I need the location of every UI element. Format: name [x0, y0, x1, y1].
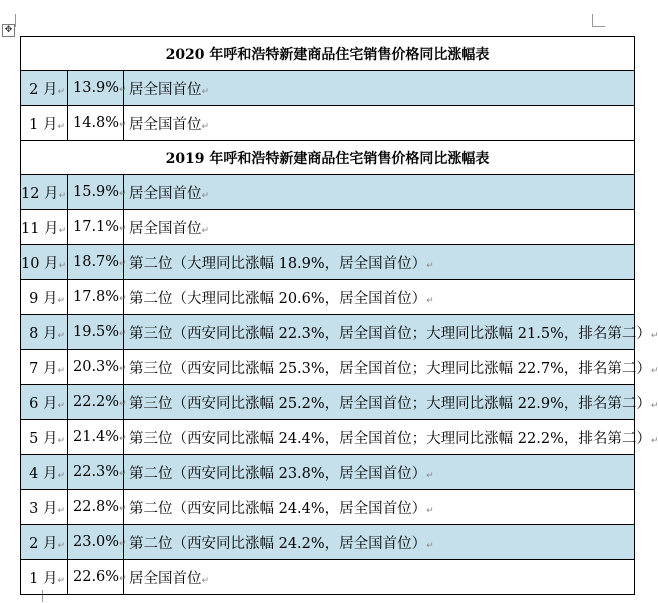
note-cell — [124, 315, 658, 350]
month-cell — [21, 560, 68, 595]
paragraph-mark-icon: ↵ — [650, 365, 658, 376]
section-title-text: 2020 年呼和浩特新建商品住宅销售价格同比涨幅表 — [165, 46, 490, 63]
rate-text: 19.5% — [73, 324, 120, 340]
paragraph-mark-icon: ↵ — [426, 505, 434, 516]
section-header-row — [21, 37, 635, 71]
rate-cell — [68, 385, 127, 420]
paragraph-mark-icon: ↵ — [119, 574, 127, 584]
month-text: 11 月 — [21, 220, 59, 237]
rate-text: 22.8% — [73, 499, 120, 515]
note-cell — [124, 420, 658, 455]
note-text: 居全国首位 — [129, 220, 202, 237]
table-row — [21, 420, 635, 455]
rate-cell — [68, 280, 127, 315]
table-row — [21, 245, 635, 280]
paragraph-mark-icon: ↵ — [119, 504, 127, 514]
note-cell — [124, 455, 635, 490]
rate-text: 22.3% — [73, 464, 120, 480]
paragraph-mark-icon: ↵ — [650, 330, 658, 341]
month-cell — [21, 350, 68, 385]
note-cell — [124, 525, 635, 560]
table-row — [21, 490, 635, 525]
note-text: 第三位（西安同比涨幅 22.3%，居全国首位；大理同比涨幅 21.5%，排名第二） — [129, 325, 651, 342]
month-cell — [21, 525, 68, 560]
section-title-text: 2019 年呼和浩特新建商品住宅销售价格同比涨幅表 — [165, 150, 490, 167]
month-cell — [21, 245, 68, 280]
month-cell — [21, 420, 68, 455]
paragraph-mark-icon: ↵ — [650, 400, 658, 411]
rate-text: 17.1% — [73, 219, 120, 235]
paragraph-mark-icon: ↵ — [119, 259, 127, 269]
paragraph-mark-icon: ↵ — [119, 469, 127, 479]
table-row — [21, 71, 635, 106]
table-row — [21, 175, 635, 210]
month-text: 6 月 — [29, 395, 58, 412]
paragraph-mark-icon: ↵ — [119, 434, 127, 444]
rate-cell — [68, 315, 127, 350]
rate-cell — [68, 106, 127, 141]
paragraph-mark-icon: ↵ — [426, 540, 434, 551]
table-row — [21, 385, 635, 420]
paragraph-mark-icon: ↵ — [201, 121, 210, 132]
rate-cell — [68, 210, 127, 245]
note-cell — [124, 245, 635, 280]
month-text: 5 月 — [29, 430, 58, 447]
note-text: 居全国首位 — [129, 570, 202, 587]
month-cell — [21, 106, 68, 141]
month-cell — [21, 175, 68, 210]
note-text: 居全国首位 — [129, 81, 202, 98]
table-row — [21, 525, 635, 560]
page-corner-mark-top-right — [592, 14, 605, 27]
note-cell — [124, 175, 635, 210]
rate-text: 13.9% — [73, 80, 120, 96]
paragraph-mark-icon: ↵ — [57, 470, 65, 481]
paragraph-mark-icon: ↵ — [58, 260, 67, 271]
paragraph-mark-icon: ↵ — [57, 540, 65, 551]
table-row — [21, 210, 635, 245]
note-text: 第三位（西安同比涨幅 25.3%，居全国首位；大理同比涨幅 22.7%，排名第二） — [129, 360, 651, 377]
price-growth-table — [20, 36, 658, 595]
section-title — [21, 37, 635, 71]
rate-cell — [68, 490, 127, 525]
rate-text: 15.9% — [73, 184, 120, 200]
paragraph-mark-icon: ↵ — [426, 260, 434, 271]
rate-text: 14.8% — [73, 115, 120, 131]
paragraph-mark-icon: ↵ — [57, 330, 65, 341]
month-text: 7 月 — [29, 360, 58, 377]
month-cell — [21, 385, 68, 420]
paragraph-mark-icon: ↵ — [119, 539, 127, 549]
note-cell — [124, 560, 635, 595]
month-text: 8 月 — [29, 325, 58, 342]
paragraph-mark-icon: ↵ — [201, 225, 210, 236]
paragraph-mark-icon: ↵ — [650, 435, 658, 446]
rate-text: 21.4% — [73, 429, 120, 445]
rate-text: 18.7% — [73, 254, 120, 270]
note-text: 第三位（西安同比涨幅 25.2%，居全国首位；大理同比涨幅 22.9%，排名第二） — [129, 395, 651, 412]
month-text: 1 月 — [29, 570, 58, 587]
note-text: 第二位（大理同比涨幅 20.6%，居全国首位） — [129, 290, 427, 307]
note-cell — [124, 106, 635, 141]
paragraph-mark-icon: ↵ — [57, 121, 65, 132]
month-text: 10 月 — [21, 255, 59, 272]
paragraph-mark-icon: ↵ — [57, 400, 65, 411]
note-cell — [124, 71, 635, 106]
month-text: 2 月 — [29, 81, 58, 98]
rate-cell — [68, 420, 127, 455]
note-cell — [124, 350, 658, 385]
note-cell — [124, 490, 635, 525]
month-cell — [21, 490, 68, 525]
rate-text: 23.0% — [73, 534, 120, 550]
note-text: 第二位（西安同比涨幅 24.2%，居全国首位） — [129, 535, 427, 552]
rate-cell — [68, 175, 127, 210]
table-row — [21, 315, 635, 350]
paragraph-mark-icon: ↵ — [119, 399, 127, 409]
rate-cell — [68, 455, 127, 490]
section-title — [21, 141, 635, 175]
month-cell — [21, 280, 68, 315]
paragraph-mark-icon: ↵ — [58, 190, 67, 201]
month-text: 9 月 — [29, 290, 58, 307]
paragraph-mark-icon: ↵ — [57, 435, 65, 446]
rate-text: 22.2% — [73, 394, 120, 410]
table-row — [21, 280, 635, 315]
month-cell — [21, 455, 68, 490]
table-row — [21, 455, 635, 490]
note-text: 第三位（西安同比涨幅 24.4%，居全国首位；大理同比涨幅 22.2%，排名第二） — [129, 430, 651, 447]
table-move-handle-icon[interactable]: ✥ — [2, 24, 15, 37]
paragraph-mark-icon: ↵ — [119, 189, 127, 199]
month-cell — [21, 210, 68, 245]
paragraph-mark-icon: ↵ — [201, 190, 210, 201]
paragraph-mark-icon: ↵ — [119, 120, 127, 130]
paragraph-mark-icon: ↵ — [58, 225, 67, 236]
rate-text: 17.8% — [73, 289, 120, 305]
rate-text: 22.6% — [73, 569, 120, 585]
month-cell — [21, 71, 68, 106]
note-text: 第二位（西安同比涨幅 24.4%，居全国首位） — [129, 500, 427, 517]
month-text: 12 月 — [21, 185, 59, 202]
table-row — [21, 106, 635, 141]
paragraph-mark-icon: ↵ — [426, 470, 434, 481]
rate-cell — [68, 71, 127, 106]
table-row — [21, 560, 635, 595]
rate-cell — [68, 525, 127, 560]
rate-cell — [68, 245, 127, 280]
paragraph-mark-icon: ↵ — [201, 86, 210, 97]
paragraph-mark-icon: ↵ — [119, 224, 127, 234]
paragraph-mark-icon: ↵ — [57, 365, 65, 376]
note-text: 第二位（大理同比涨幅 18.9%，居全国首位） — [129, 255, 427, 272]
month-text: 2 月 — [29, 535, 58, 552]
month-text: 4 月 — [29, 465, 58, 482]
paragraph-mark-icon: ↵ — [57, 505, 65, 516]
paragraph-mark-icon: ↵ — [119, 85, 127, 95]
month-text: 1 月 — [29, 116, 58, 133]
note-text: 居全国首位 — [129, 185, 202, 202]
section-header-row — [21, 141, 635, 175]
paragraph-mark-icon: ↵ — [119, 329, 127, 339]
note-cell — [124, 385, 658, 420]
note-text: 居全国首位 — [129, 116, 202, 133]
rate-text: 20.3% — [73, 359, 120, 375]
month-cell — [21, 315, 68, 350]
note-cell — [124, 210, 635, 245]
table-row — [21, 350, 635, 385]
rate-cell — [68, 350, 127, 385]
paragraph-mark-icon: ↵ — [119, 364, 127, 374]
rate-cell — [68, 560, 127, 595]
paragraph-mark-icon: ↵ — [201, 575, 210, 586]
paragraph-mark-icon: ↵ — [119, 294, 127, 304]
paragraph-mark-icon: ↵ — [57, 86, 65, 97]
paragraph-mark-icon: ↵ — [57, 295, 65, 306]
note-cell — [124, 280, 635, 315]
paragraph-mark-icon: ↵ — [426, 295, 434, 306]
note-text: 第二位（西安同比涨幅 23.8%，居全国首位） — [129, 465, 427, 482]
month-text: 3 月 — [29, 500, 58, 517]
paragraph-mark-icon: ↵ — [57, 575, 65, 586]
